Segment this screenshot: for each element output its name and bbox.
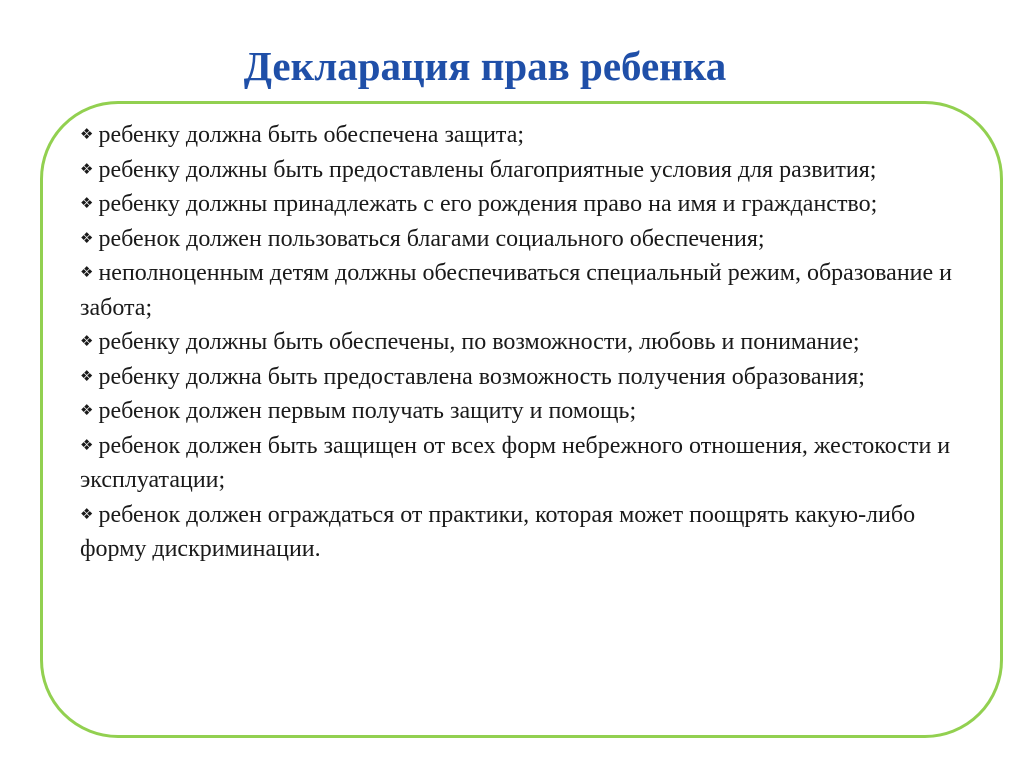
four-diamond-bullet-icon: ❖	[80, 263, 94, 281]
list-item-text: ребенок должен первым получать защиту и помощь;	[98, 398, 637, 424]
list-item-text: ребенок должен ограждаться от практики, которая может поощрять какую-либо форму дискриминации.	[80, 501, 916, 562]
rights-list	[80, 118, 960, 567]
list-item	[80, 256, 960, 325]
list-item-text: ребенку должны принадлежать с его рождения право на имя и гражданство;	[98, 191, 878, 217]
four-diamond-bullet-icon: ❖	[80, 435, 94, 454]
list-item	[80, 360, 960, 395]
four-diamond-bullet-icon: ❖	[80, 401, 94, 419]
list-item	[80, 222, 960, 257]
list-item	[80, 429, 960, 498]
four-diamond-bullet-icon: ❖	[80, 159, 94, 178]
list-item	[80, 498, 960, 567]
list-item	[80, 187, 960, 222]
list-item-text: ребенку должна быть предоставлена возможность получения образования;	[98, 363, 865, 390]
four-diamond-bullet-icon: ❖	[80, 332, 94, 350]
four-diamond-bullet-icon: ❖	[80, 125, 94, 143]
four-diamond-bullet-icon: ❖	[80, 504, 94, 523]
list-item	[80, 394, 960, 429]
four-diamond-bullet-icon: ❖	[80, 228, 94, 247]
four-diamond-bullet-icon: ❖	[80, 366, 94, 385]
list-item-text: ребенку должны быть предоставлены благоприятные условия для развития;	[98, 156, 877, 183]
four-diamond-bullet-icon: ❖	[80, 194, 94, 212]
list-item-text: ребенок должен быть защищен от всех форм небрежного отношения, жестокости и эксплуатации;	[80, 432, 951, 493]
list-item-text: ребенок должен пользоваться благами социального обеспечения;	[98, 225, 765, 252]
list-item	[80, 325, 960, 360]
list-item-text: неполноценным детям должны обеспечиваться специальный режим, образование и забота;	[80, 260, 953, 321]
list-item-text: ребенку должна быть обеспечена защита;	[98, 122, 525, 148]
list-item	[80, 153, 960, 188]
list-item	[80, 118, 960, 153]
slide-title: Декларация прав ребенка	[243, 43, 727, 89]
list-item-text: ребенку должны быть обеспечены, по возможности, любовь и понимание;	[98, 329, 860, 355]
